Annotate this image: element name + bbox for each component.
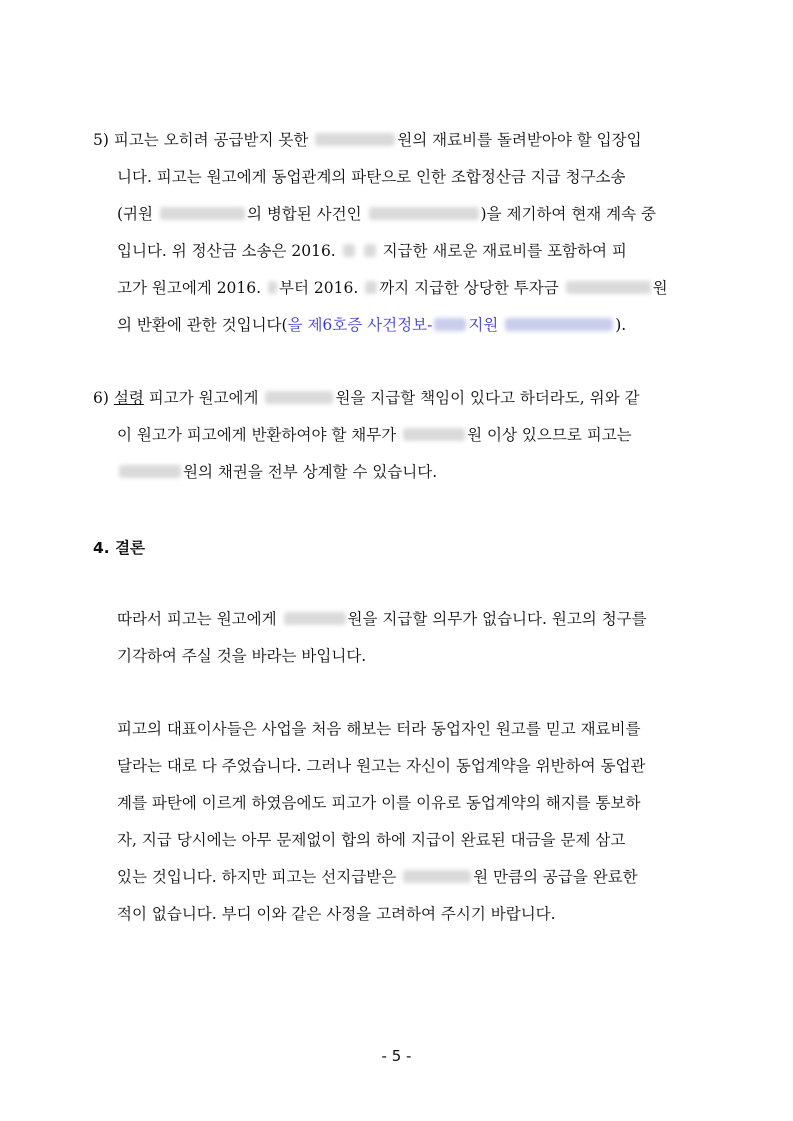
text: 부터 2016. [279,279,359,297]
item5-line6 [117,315,626,335]
evidence-link[interactable] [288,316,616,334]
redacted-amount [403,870,471,883]
text: 원의 채권을 전부 상계할 수 있습니다. [183,463,438,481]
text: 지급한 새로운 재료비를 포함하여 피 [382,242,627,260]
item5-number: 5) [93,131,109,149]
text: 피고는 오히려 공급받지 못한 [113,131,309,149]
text: 의 반환에 관한 것입니다( [117,316,288,334]
item6-number: 6) [93,389,109,407]
item6-line2 [117,425,632,445]
text: 의 병합된 사건인 [246,205,362,223]
conclusion-p2-line5 [117,867,638,887]
item5-line1 [93,130,642,150]
text: ). [615,316,627,334]
conclusion-p1-line1 [117,609,647,629]
redacted-date [268,281,277,294]
text: 입니다. 위 정산금 소송은 2016. [117,242,336,260]
redacted-amount [315,133,395,146]
page-number: - 5 - [381,1047,412,1065]
underlined-text: 설령 [113,389,144,407]
text: 원의 재료비를 돌려받아야 할 입장입 [397,131,642,149]
text: 기각하여 주실 것을 바라는 바입니다. [117,647,367,665]
section-heading: 4. 결론 [93,539,146,557]
conclusion-p2-line2 [117,756,645,776]
text: 니다. 피고는 원고에게 동업관계의 파탄으로 인한 조합정산금 지급 청구소송 [117,168,626,186]
redacted-amount [119,465,181,478]
evidence-link-text: 을 제6호증 사건정보- [287,316,433,334]
item6-line1 [93,388,639,408]
item6-line3 [117,462,437,482]
text: 까지 지급한 상당한 투자금 [379,279,559,297]
text: 적이 없습니다. 부디 이와 같은 사정을 고려하여 주시기 바랍니다. [117,905,556,923]
text: (귀원 [117,205,153,223]
redacted-case-number [369,207,479,220]
conclusion-p2-line6 [117,904,556,924]
text: 원을 지급할 의무가 없습니다. 원고의 청구를 [347,610,647,628]
item5-line3 [117,204,656,224]
redacted-amount [566,281,651,294]
conclusion-p2-line4 [117,830,625,850]
redacted-date [365,281,377,294]
text: 원을 지급할 책임이 있다고 하더라도, 위와 같 [335,389,640,407]
redacted-amount [284,612,346,625]
text: )을 제기하여 현재 계속 중 [480,205,657,223]
evidence-link-text: 지원 [468,316,499,334]
text: 따라서 피고는 원고에게 [117,610,277,628]
text: 자, 지급 당시에는 아무 문제없이 합의 하에 지급이 완료된 대금을 문제 삼고 [117,831,626,849]
redacted-case-number [160,207,245,220]
text: 피고가 원고에게 [148,389,259,407]
conclusion-p2-line1 [117,719,640,739]
item5-line2 [117,167,626,187]
text: 있는 것입니다. 하지만 피고는 선지급받은 [117,868,397,886]
text: 피고의 대표이사들은 사업을 처음 해보는 터라 동업자인 원고를 믿고 재료비를 [117,720,641,738]
item5-line5 [117,278,668,298]
text: 원 만큼의 공급을 완료한 [473,868,638,886]
text: 계를 파탄에 이르게 하였음에도 피고가 이를 이유로 동업계약의 해지를 통보하 [117,794,641,812]
conclusion-p1-line2 [117,646,366,666]
redacted-case-number [505,318,613,331]
conclusion-p2-line3 [117,793,640,813]
text: 원 이상 있으므로 피고는 [467,426,632,444]
text: 이 원고가 피고에게 반환하여야 할 채무가 [117,426,397,444]
redacted-date [343,244,355,257]
redacted-court [434,318,466,331]
redacted-date [364,244,376,257]
text: 고가 원고에게 2016. [117,279,262,297]
item5-line4 [117,241,627,261]
text: 원 [652,279,668,297]
redacted-amount [403,428,465,441]
text: 달라는 대로 다 주었습니다. 그러나 원고는 자신이 동업계약을 위반하여 동업관 [117,757,646,775]
redacted-amount [265,391,333,404]
